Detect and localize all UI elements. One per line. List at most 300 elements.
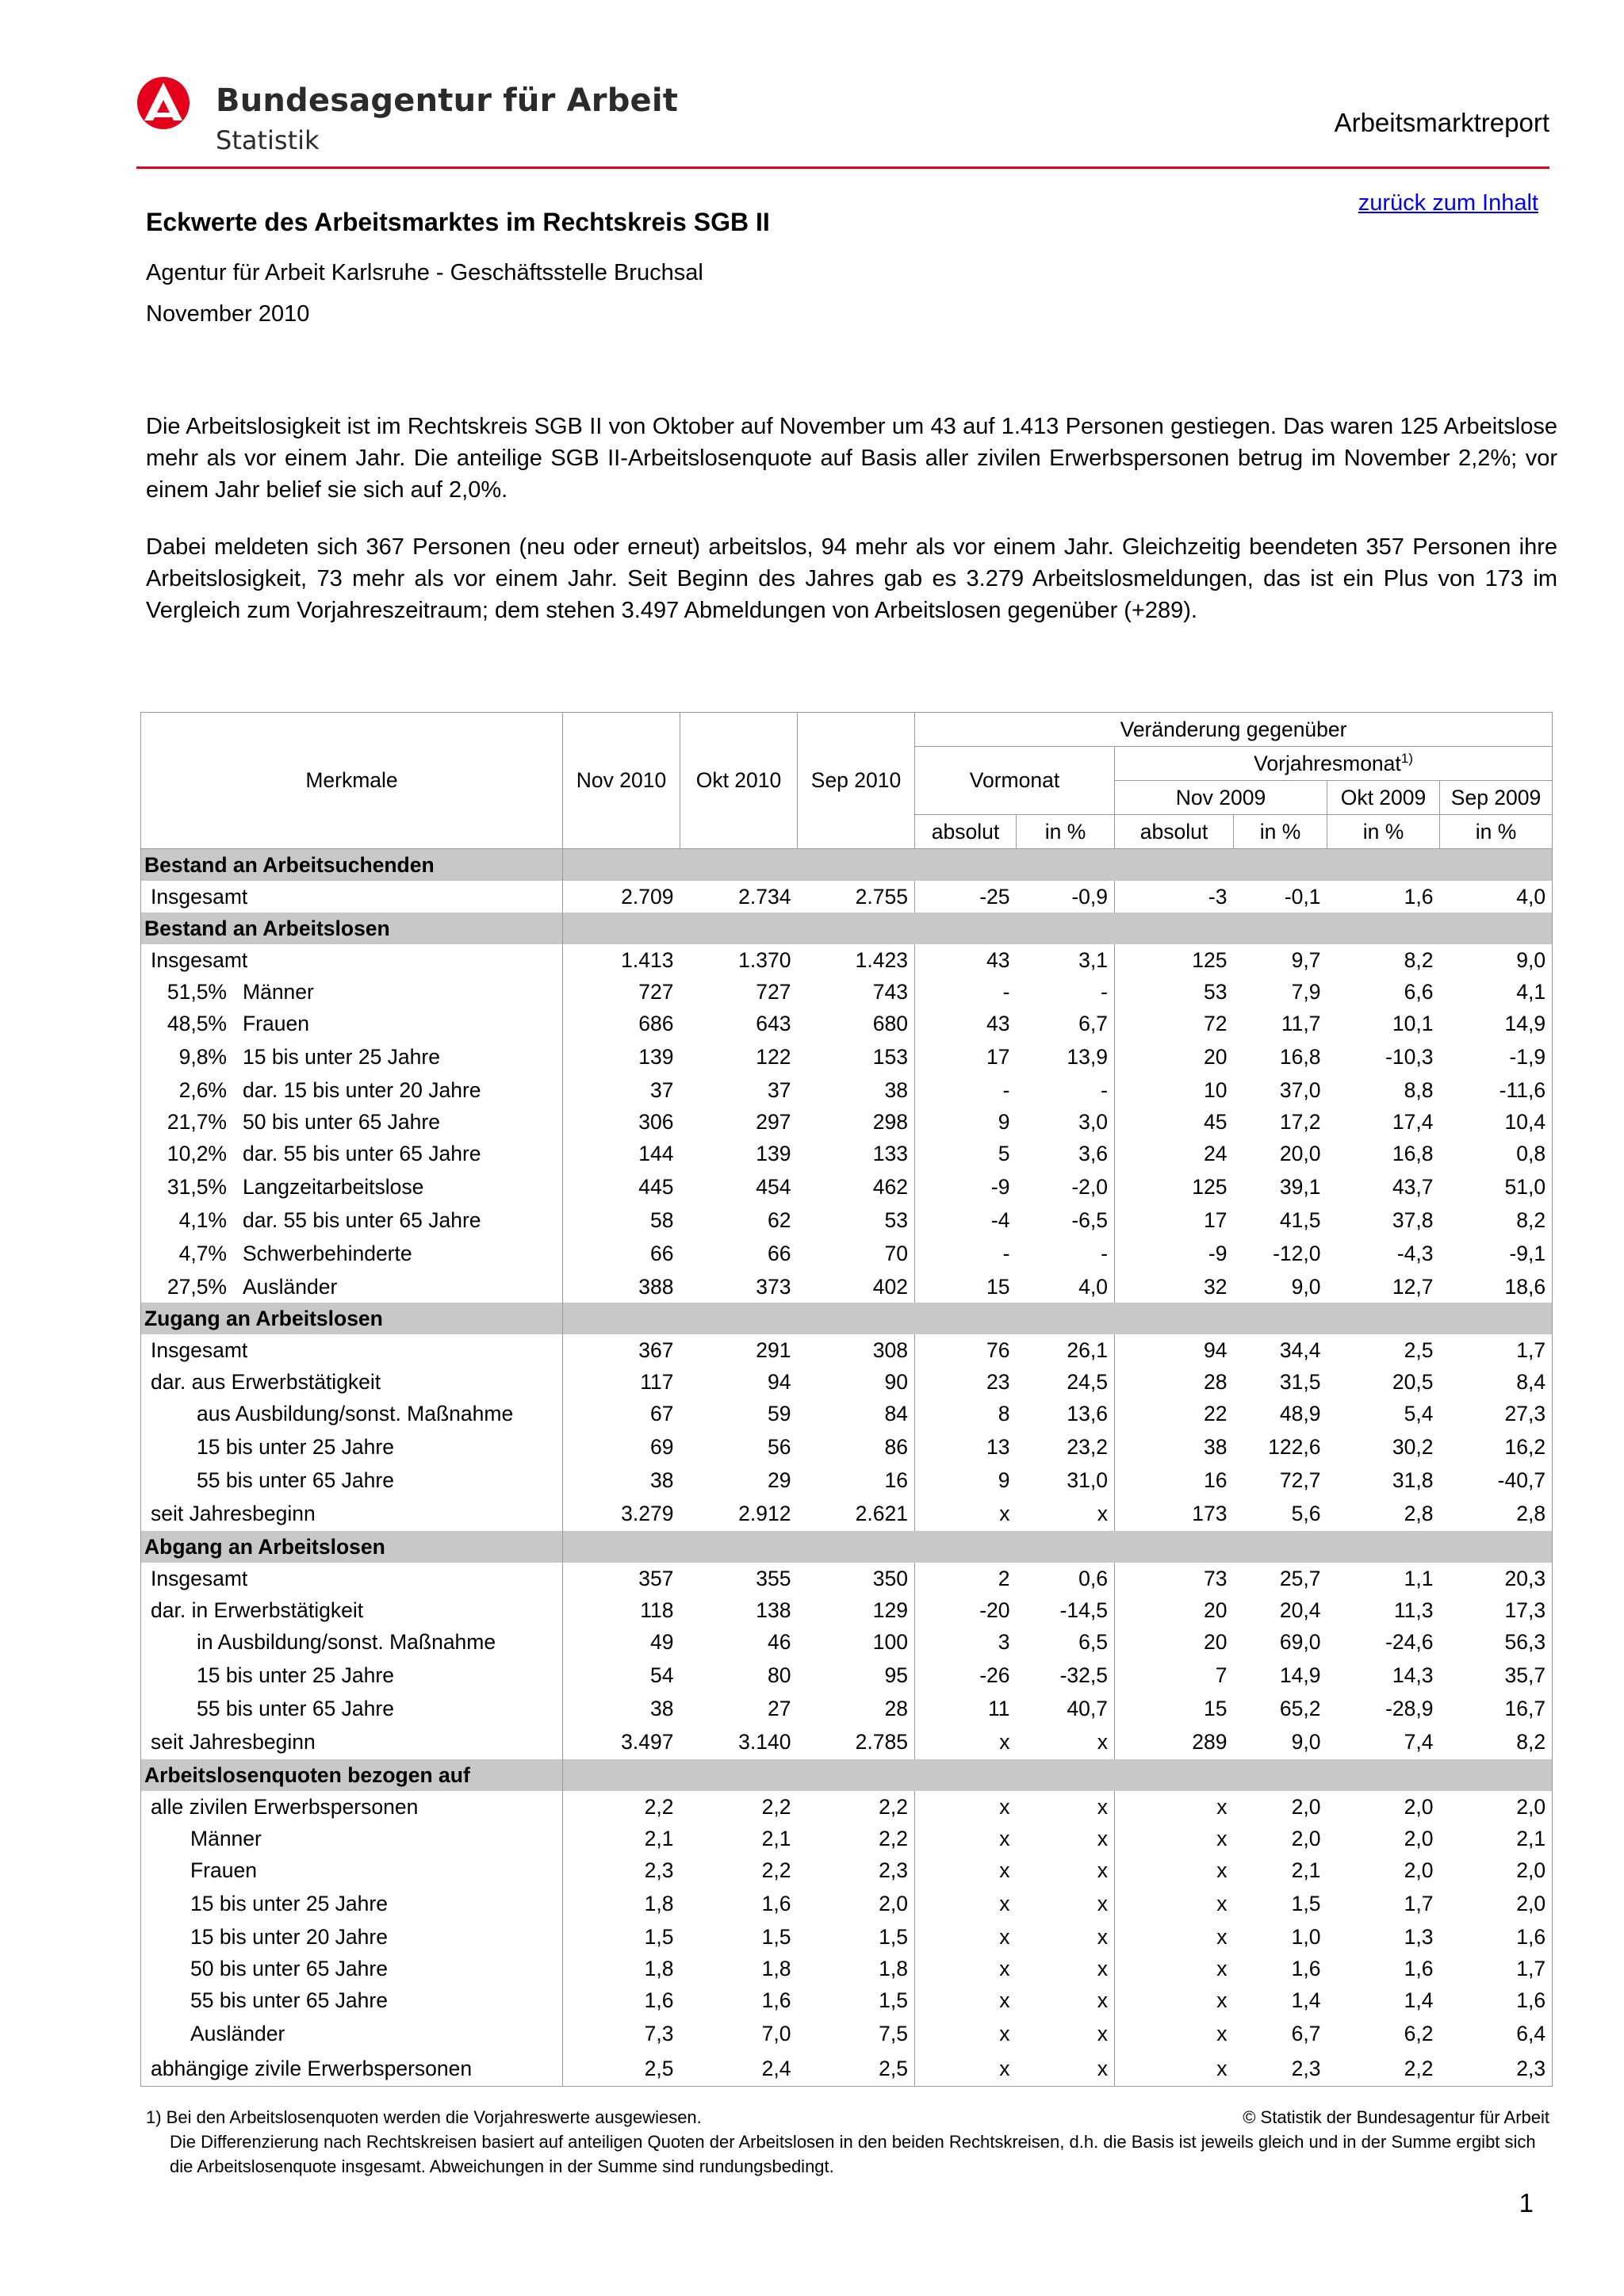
table-cell: 27,3: [1440, 1398, 1553, 1429]
row-label-text: seit Jahresbeginn: [151, 1501, 316, 1525]
table-cell: 5,6: [1291, 1501, 1321, 1525]
table-cell: -: [915, 976, 1017, 1008]
header-in-percent: in %: [1440, 815, 1553, 849]
section-fill: [563, 1303, 1553, 1334]
table-cell: 2.912: [738, 1501, 791, 1525]
table-cell: 69,0: [1279, 1629, 1321, 1654]
table-cell: 2,0: [1291, 1794, 1321, 1819]
table-cell: 4,1: [1440, 976, 1553, 1008]
table-row: [141, 2016, 1553, 2051]
table-row: [141, 1594, 1553, 1626]
table-cell: x: [1115, 1823, 1234, 1854]
row-label-text: 15 bis unter 25 Jahre: [197, 1434, 394, 1459]
table-cell: 90: [884, 1369, 908, 1394]
table-cell: 20: [1115, 1594, 1234, 1626]
table-row: [141, 1953, 1553, 1984]
table-cell: 3,1: [1078, 947, 1108, 972]
table-cell: 643: [756, 1011, 791, 1035]
table-cell: 4,0: [1078, 1274, 1108, 1299]
table-row: [141, 1138, 1553, 1169]
table-cell: 7: [1115, 1658, 1234, 1693]
table-cell: 7,4: [1404, 1729, 1434, 1754]
table-cell: x: [915, 1791, 1017, 1823]
table-cell: 72,7: [1279, 1468, 1321, 1492]
table-cell: -6,5: [1071, 1207, 1108, 1232]
table-cell: 122,6: [1268, 1434, 1321, 1459]
table-row: [141, 1693, 1553, 1724]
table-cell: 462: [872, 1174, 908, 1199]
table-cell: 1,6: [1404, 1956, 1434, 1980]
table-cell: 0,8: [1440, 1138, 1553, 1169]
table-cell: 2,3: [1440, 2051, 1553, 2087]
table-cell: 118: [563, 1594, 680, 1626]
table-cell: x: [915, 1724, 1017, 1759]
table-cell: -32,5: [1059, 1663, 1108, 1687]
table-cell: 66: [563, 1236, 680, 1271]
table-row: [141, 2051, 1553, 2087]
row-label-text: 50 bis unter 65 Jahre: [190, 1956, 388, 1980]
table-row: [141, 1823, 1553, 1854]
header-nov-2010: Nov 2010: [563, 713, 680, 849]
table-cell: 9: [915, 1464, 1017, 1496]
table-cell: 1,6: [761, 1988, 791, 2012]
table-cell: 9,0: [1291, 1729, 1321, 1754]
table-cell: 31,5: [1279, 1369, 1321, 1394]
table-cell: 25,7: [1279, 1566, 1321, 1590]
table-cell: -9: [915, 1169, 1017, 1204]
table-cell: 69: [563, 1429, 680, 1464]
table-row: [141, 881, 1553, 913]
table-row: [141, 1496, 1553, 1531]
row-label-text: alle zivilen Erwerbspersonen: [151, 1794, 419, 1819]
table-cell: 2,1: [761, 1826, 791, 1850]
section-fill: [563, 849, 1553, 882]
table-cell: 1,5: [879, 1924, 908, 1949]
table-cell: 12,7: [1392, 1274, 1434, 1299]
row-label: [141, 1594, 563, 1626]
table-cell: 30,2: [1392, 1434, 1434, 1459]
table-cell: 306: [563, 1106, 680, 1138]
row-label-text: Frauen: [243, 1011, 309, 1035]
table-cell: 11: [915, 1693, 1017, 1724]
table-cell: 153: [872, 1044, 908, 1069]
header-merkmale: Merkmale: [141, 713, 563, 849]
table-cell: -0,9: [1071, 884, 1108, 909]
row-label: [141, 944, 563, 976]
row-label: [141, 1693, 563, 1724]
table-cell: 2,2: [879, 1826, 908, 1850]
table-cell: 18,6: [1440, 1271, 1553, 1303]
table-cell: 100: [872, 1629, 908, 1654]
table-cell: -: [915, 1236, 1017, 1271]
row-label: [141, 1496, 563, 1531]
table-cell: 2,0: [879, 1891, 908, 1915]
table-cell: 2,3: [879, 1858, 908, 1882]
table-cell: -9,1: [1440, 1236, 1553, 1271]
table-cell: 76: [915, 1334, 1017, 1366]
row-label-text: Ausländer: [243, 1274, 338, 1299]
header-sep-2010: Sep 2010: [798, 713, 915, 849]
section-header-row: [141, 1303, 1553, 1334]
table-cell: 38: [1115, 1429, 1234, 1464]
table-cell: x: [1097, 1956, 1108, 1980]
table-cell: x: [1115, 1886, 1234, 1921]
row-label: [141, 1886, 563, 1921]
table-cell: 2.785: [855, 1729, 908, 1754]
row-label: [141, 1429, 563, 1464]
section-header-row: [141, 1759, 1553, 1791]
table-cell: 65,2: [1279, 1696, 1321, 1720]
table-cell: 28: [884, 1696, 908, 1720]
table-cell: 17,3: [1440, 1594, 1553, 1626]
table-cell: -9: [1115, 1236, 1234, 1271]
table-cell: -: [1101, 1077, 1108, 1102]
table-cell: 10,1: [1392, 1011, 1434, 1035]
row-label-text: Männer: [243, 979, 314, 1004]
table-cell: 38: [884, 1077, 908, 1102]
table-cell: 350: [872, 1566, 908, 1590]
table-cell: 54: [563, 1658, 680, 1693]
table-cell: 66: [768, 1241, 791, 1265]
table-cell: 20,5: [1392, 1369, 1434, 1394]
row-label: [141, 1724, 563, 1759]
table-row: [141, 1626, 1553, 1658]
brand-name: Bundesagentur für Arbeit: [216, 82, 679, 119]
table-cell: 2,3: [1234, 2051, 1327, 2087]
table-cell: 72: [1115, 1008, 1234, 1039]
table-cell: 2,1: [1440, 1823, 1553, 1854]
section-title: Bestand an Arbeitsuchenden: [141, 849, 563, 882]
table-cell: -: [915, 1074, 1017, 1106]
table-cell: 2.621: [855, 1501, 908, 1525]
table-cell: 11,3: [1393, 1598, 1434, 1622]
table-cell: 14,9: [1440, 1008, 1553, 1039]
table-cell: x: [1097, 1794, 1108, 1819]
table-cell: 16: [1115, 1464, 1234, 1496]
table-row: [141, 1334, 1553, 1366]
table-cell: 9,7: [1291, 947, 1321, 972]
table-cell: x: [915, 1886, 1017, 1921]
table-cell: 2,2: [761, 1858, 791, 1882]
table-cell: 51,0: [1440, 1169, 1553, 1204]
table-cell: 2,8: [1440, 1496, 1553, 1531]
table-cell: 14,3: [1392, 1663, 1434, 1687]
table-cell: 3: [915, 1626, 1017, 1658]
table-cell: -14,5: [1059, 1598, 1108, 1622]
row-share-percent: 4,7%: [178, 1241, 227, 1265]
table-cell: 23,2: [1067, 1434, 1108, 1459]
table-cell: 2.709: [563, 881, 680, 913]
table-cell: 17,2: [1279, 1109, 1321, 1134]
table-cell: 2.755: [855, 884, 908, 909]
header-sep-2009: Sep 2009: [1440, 781, 1553, 815]
row-label-text: 55 bis unter 65 Jahre: [197, 1468, 394, 1492]
table-row: [141, 1204, 1553, 1236]
table-cell: 1,7: [1440, 1953, 1553, 1984]
row-label-text: in Ausbildung/sonst. Maßnahme: [197, 1629, 496, 1654]
row-label: [141, 1334, 563, 1366]
table-cell: 20,4: [1279, 1598, 1321, 1622]
table-cell: 357: [563, 1563, 680, 1594]
table-cell: 6,7: [1078, 1011, 1108, 1035]
table-cell: 6,5: [1078, 1629, 1108, 1654]
row-label-text: 15 bis unter 25 Jahre: [243, 1044, 440, 1069]
table-cell: 1,6: [1291, 1956, 1321, 1980]
table-cell: 10,4: [1440, 1106, 1553, 1138]
row-label: [141, 1398, 563, 1429]
row-label-text: dar. aus Erwerbstätigkeit: [151, 1369, 381, 1394]
table-cell: -4,3: [1396, 1241, 1434, 1265]
table-cell: 1,8: [761, 1956, 791, 1980]
table-cell: x: [915, 1953, 1017, 1984]
table-cell: 122: [756, 1044, 791, 1069]
table-cell: 43: [915, 944, 1017, 976]
row-share-percent: 48,5%: [167, 1011, 227, 1035]
table-cell: x: [915, 1823, 1017, 1854]
row-share-percent: 2,6%: [178, 1077, 227, 1102]
table-cell: 289: [1115, 1724, 1234, 1759]
table-cell: 38: [563, 1464, 680, 1496]
table-cell: 1,3: [1404, 1924, 1434, 1949]
table-cell: 139: [756, 1141, 791, 1165]
row-label-text: Insgesamt: [151, 1337, 248, 1362]
table-cell: 20: [1115, 1626, 1234, 1658]
row-label: [141, 2051, 563, 2087]
table-cell: 59: [768, 1401, 791, 1425]
header-nov-2009: Nov 2009: [1115, 781, 1327, 815]
table-row: [141, 1169, 1553, 1204]
table-cell: 31,8: [1392, 1468, 1434, 1492]
table-cell: 17: [1115, 1204, 1234, 1236]
table-cell: 8,2: [1440, 1724, 1553, 1759]
table-cell: 8,8: [1404, 1077, 1434, 1102]
table-cell: 2,5: [1404, 1337, 1434, 1362]
summary-paragraph-1: Die Arbeitslosigkeit ist im Rechtskreis SGB II von Oktober auf November um 43 auf 1.413 Personen gestiegen. Das waren 125 Arbeitslose mehr als vor einem Jahr. Die anteilige SGB II-Arbeitslosenquote auf Basis aller zivilen Erwerbspersonen betrug im November 2,2%; vor einem Jahr belief sie sich auf 2,0%.: [146, 414, 1557, 503]
table-cell: 2: [915, 1563, 1017, 1594]
table-cell: -1,9: [1440, 1039, 1553, 1074]
table-cell: 1,8: [563, 1953, 680, 1984]
row-share-percent: 21,7%: [167, 1109, 227, 1134]
table-cell: 16,2: [1440, 1429, 1553, 1464]
footnote-1: 1) Bei den Arbeitslosenquoten werden die Vorjahreswerte ausgewiesen.: [146, 2107, 702, 2127]
table-cell: -: [1101, 979, 1108, 1004]
table-row: [141, 976, 1553, 1008]
row-label: [141, 1039, 563, 1074]
row-label-text: Langzeitarbeitslose: [243, 1174, 424, 1199]
row-label: [141, 1008, 563, 1039]
table-cell: 2,8: [1404, 1501, 1434, 1525]
row-label-text: seit Jahresbeginn: [151, 1729, 316, 1754]
table-cell: 3.497: [563, 1724, 680, 1759]
table-cell: 28: [1115, 1366, 1234, 1398]
table-cell: 2,2: [879, 1794, 908, 1819]
table-row: [141, 1658, 1553, 1693]
section-header-row: [141, 913, 1553, 944]
ba-logo-icon: [136, 76, 200, 130]
table-cell: 56,3: [1440, 1626, 1553, 1658]
table-cell: 3,6: [1078, 1141, 1108, 1165]
table-cell: 2,0: [1440, 1791, 1553, 1823]
table-cell: 1,0: [1291, 1924, 1321, 1949]
table-cell: 49: [563, 1626, 680, 1658]
table-cell: 58: [563, 1204, 680, 1236]
header-okt-2010: Okt 2010: [680, 713, 798, 849]
table-cell: -4: [915, 1204, 1017, 1236]
row-label-text: Insgesamt: [151, 947, 248, 972]
row-share-percent: 10,2%: [167, 1141, 227, 1165]
table-cell: 13,9: [1067, 1044, 1108, 1069]
row-share-percent: 27,5%: [167, 1274, 227, 1299]
table-header: [141, 713, 1553, 849]
table-cell: 6,4: [1440, 2016, 1553, 2051]
table-cell: x: [1097, 1826, 1108, 1850]
table-cell: x: [1115, 2016, 1234, 2051]
table-cell: 8,2: [1440, 1204, 1553, 1236]
row-label-text: Schwerbehinderte: [243, 1241, 412, 1265]
section-fill: [563, 1759, 1553, 1791]
table-cell: -24,6: [1385, 1629, 1434, 1654]
table-cell: 1,7: [1440, 1334, 1553, 1366]
row-label-text: 15 bis unter 25 Jahre: [197, 1663, 394, 1687]
table-cell: 2,0: [1440, 1854, 1553, 1886]
table-row: [141, 1398, 1553, 1429]
table-cell: 1,6: [761, 1891, 791, 1915]
section-title: Zugang an Arbeitslosen: [141, 1303, 563, 1334]
table-cell: 8,2: [1404, 947, 1434, 972]
header-in-percent: in %: [1017, 815, 1115, 849]
table-cell: 4,0: [1440, 881, 1553, 913]
table-cell: -26: [915, 1658, 1017, 1693]
table-cell: -20: [915, 1594, 1017, 1626]
table-cell: x: [915, 1984, 1017, 2016]
table-cell: 37,8: [1392, 1207, 1434, 1232]
table-cell: -0,1: [1284, 884, 1321, 909]
table-cell: 1,5: [563, 1921, 680, 1953]
table-cell: 40,7: [1067, 1696, 1108, 1720]
header-absolut: absolut: [915, 815, 1017, 849]
table-row: [141, 1039, 1553, 1074]
table-cell: x: [915, 1921, 1017, 1953]
report-date: November 2010: [146, 301, 310, 327]
back-to-contents-link[interactable]: zurück zum Inhalt: [1358, 190, 1538, 216]
table-cell: 56: [768, 1434, 791, 1459]
table-cell: 16,8: [1279, 1044, 1321, 1069]
row-label-text: Frauen: [190, 1858, 257, 1882]
section-title: Abgang an Arbeitslosen: [141, 1531, 563, 1563]
row-label: [141, 1106, 563, 1138]
row-label-text: 50 bis unter 65 Jahre: [243, 1109, 440, 1134]
summary-paragraph-2: Dabei meldeten sich 367 Personen (neu oder erneut) arbeitslos, 94 mehr als vor einem Jahr. Gleichzeitig beendeten 357 Personen ihre Arbeitslosigkeit, 73 mehr als vor einem Jahr. Seit Beginn des Jahres gab es 3.279 Arbeitslosmeldungen, das ist ein Plus von 173 im Vergleich zum Vorjahreszeitraum; dem stehen 3.497 Abmeldungen von Arbeitslosen gegenüber (+289).: [146, 534, 1557, 623]
table-row: [141, 1984, 1553, 2016]
table-cell: x: [1097, 1988, 1108, 2012]
table-cell: x: [1017, 2051, 1115, 2087]
table-cell: 2.734: [738, 884, 791, 909]
table-cell: 2,1: [563, 1823, 680, 1854]
table-row: [141, 1429, 1553, 1464]
row-label-text: 55 bis unter 65 Jahre: [197, 1696, 394, 1720]
table-cell: 298: [872, 1109, 908, 1134]
row-label-text: Insgesamt: [151, 884, 248, 909]
table-cell: 1,6: [1440, 1984, 1553, 2016]
table-cell: 1,7: [1404, 1891, 1434, 1915]
report-label: Arbeitsmarktreport: [1334, 108, 1549, 137]
row-label-text: abhängige zivile Erwerbspersonen: [151, 2056, 473, 2080]
brand-subtitle: Statistik: [216, 125, 320, 155]
table-cell: 680: [872, 1011, 908, 1035]
table-row: [141, 1074, 1553, 1106]
table-cell: 1,4: [1404, 1988, 1434, 2012]
table-cell: -12,0: [1273, 1241, 1321, 1265]
table-row: [141, 1008, 1553, 1039]
row-label-text: Ausländer: [190, 2021, 285, 2045]
row-label: [141, 1074, 563, 1106]
row-label: [141, 1236, 563, 1271]
table-row: [141, 1366, 1553, 1398]
table-cell: 23: [915, 1366, 1017, 1398]
table-cell: 1,8: [879, 1956, 908, 1980]
row-label-text: 15 bis unter 20 Jahre: [190, 1924, 388, 1949]
table-cell: 0,6: [1078, 1566, 1108, 1590]
page-number: 1: [1519, 2188, 1534, 2218]
table-cell: x: [1097, 1501, 1108, 1525]
row-share-percent: 31,5%: [167, 1174, 227, 1199]
table-cell: 46: [768, 1629, 791, 1654]
table-cell: 125: [1115, 944, 1234, 976]
table-cell: x: [915, 2016, 1017, 2051]
table-cell: 67: [563, 1398, 680, 1429]
table-cell: 402: [872, 1274, 908, 1299]
section-title: Arbeitslosenquoten bezogen auf: [141, 1759, 563, 1791]
table-cell: 1,8: [563, 1886, 680, 1921]
table-cell: 7,3: [563, 2016, 680, 2051]
table-cell: 15: [915, 1271, 1017, 1303]
table-cell: 727: [756, 979, 791, 1004]
table-cell: 2,5: [798, 2051, 915, 2087]
table-cell: 70: [884, 1241, 908, 1265]
table-cell: 17: [915, 1039, 1017, 1074]
footnote-2: Die Differenzierung nach Rechtskreisen basiert auf anteiligen Quoten der Arbeitslosen in den beiden Rechtskreisen, d.h. die Basis ist jeweils gleich und in der Summe ergibt sich die Arbeitslosenquote insgesamt. Abweichungen in der Summe sind rundungsbedingt.: [170, 2132, 1536, 2176]
table-cell: x: [1115, 1953, 1234, 1984]
header-okt-2009: Okt 2009: [1327, 781, 1440, 815]
table-cell: 34,4: [1279, 1337, 1321, 1362]
table-cell: -11,6: [1440, 1074, 1553, 1106]
table-cell: 24: [1115, 1138, 1234, 1169]
table-cell: 1.413: [563, 944, 680, 976]
row-label: [141, 1658, 563, 1693]
table-cell: 73: [1115, 1563, 1234, 1594]
table-cell: 1,1: [1404, 1566, 1434, 1590]
row-label: [141, 1791, 563, 1823]
table-cell: x: [1097, 1729, 1108, 1754]
table-cell: 144: [563, 1138, 680, 1169]
table-cell: -40,7: [1440, 1464, 1553, 1496]
page-subtitle: Agentur für Arbeit Karlsruhe - Geschäftsstelle Bruchsal: [146, 260, 703, 285]
table-cell: 2,0: [1440, 1886, 1553, 1921]
table-cell: x: [1115, 2051, 1234, 2087]
table-cell: 133: [872, 1141, 908, 1165]
table-cell: x: [915, 1854, 1017, 1886]
table-cell: 22: [1115, 1398, 1234, 1429]
row-label: [141, 1464, 563, 1496]
table-cell: 454: [756, 1174, 791, 1199]
table-cell: 1,6: [563, 1984, 680, 2016]
table-cell: 1,5: [761, 1924, 791, 1949]
table-cell: 20,0: [1279, 1141, 1321, 1165]
table-row: [141, 1563, 1553, 1594]
table-cell: 727: [563, 976, 680, 1008]
table-cell: 138: [756, 1598, 791, 1622]
row-label-text: dar. 55 bis unter 65 Jahre: [243, 1141, 481, 1165]
